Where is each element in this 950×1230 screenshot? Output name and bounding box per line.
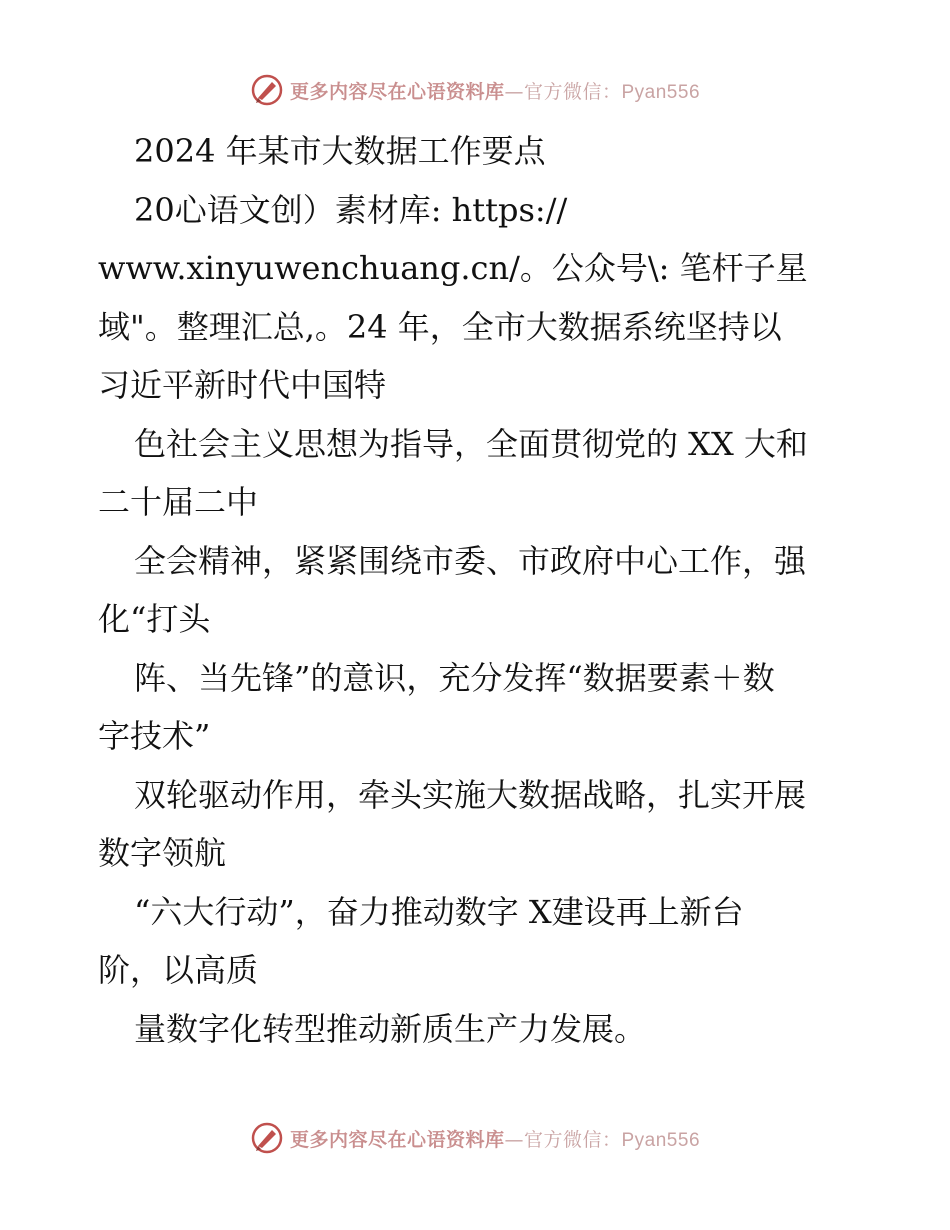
header-banner-rest: —官方微信： <box>504 80 622 103</box>
document-line: 阵、当先锋”的意识，充分发挥“数据要素＋数 <box>134 658 775 697</box>
footer-banner <box>0 1118 950 1158</box>
document-line: 量数字化转型推动新质生产力发展。 <box>134 1009 647 1048</box>
footer-banner-lead: 更多内容尽在心语资料库 <box>289 1128 505 1151</box>
document-line: 双轮驱动作用，牵头实施大数据战略，扎实开展 <box>134 775 807 814</box>
pen-logo-icon <box>250 73 284 107</box>
pen-logo-icon <box>250 1121 284 1155</box>
document-line: 色社会主义思想为指导，全面贯彻党的 XX 大和 <box>134 424 808 463</box>
document-line: 阶，以高质 <box>98 951 259 989</box>
document-line: 20心语文创）素材库: https:// <box>134 190 568 229</box>
header-banner-id: Pyan556 <box>621 81 701 103</box>
document-line: 习近平新时代中国特 <box>98 366 387 404</box>
document-line: 化“打头 <box>98 600 211 638</box>
header-banner-lead: 更多内容尽在心语资料库 <box>289 80 505 103</box>
document-line: 字技术” <box>98 717 211 755</box>
document-line: 数字领航 <box>98 834 227 872</box>
footer-banner-rest: —官方微信： <box>504 1128 622 1151</box>
footer-banner-text <box>290 1125 700 1152</box>
document-line: 域"。整理汇总,。24 年，全市大数据系统坚持以 <box>98 307 782 346</box>
document-line: “六大行动”，奋力推动数字 X建设再上新台 <box>134 892 744 931</box>
document-line: 二十届二中 <box>98 483 259 521</box>
document-line: 全会精神，紧紧围绕市委、市政府中心工作，强 <box>134 541 807 580</box>
header-banner-text <box>290 77 700 104</box>
header-banner <box>0 70 950 110</box>
header-banner-inner <box>250 73 700 107</box>
document-title: 2024 年某市大数据工作要点 <box>134 132 546 170</box>
document-body <box>98 122 858 1058</box>
document-line: www.xinyuwenchuang.cn/。公众号\: 笔杆子星 <box>98 249 808 287</box>
footer-banner-inner <box>250 1121 700 1155</box>
footer-banner-id: Pyan556 <box>621 1129 701 1151</box>
